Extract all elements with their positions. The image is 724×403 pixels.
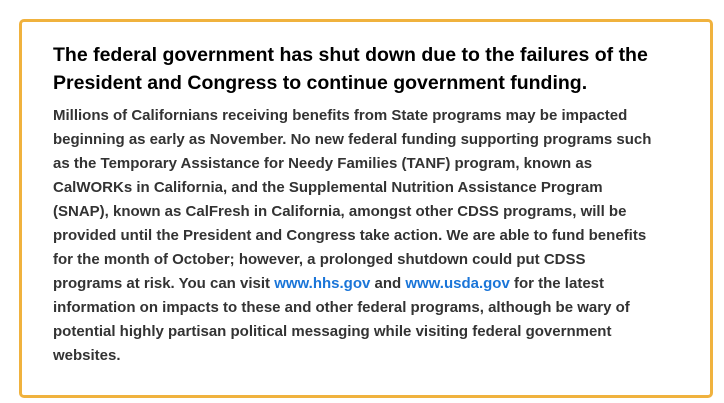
body-line: potential highly partisan political messaging while visiting federal government <box>53 323 612 340</box>
usda-gov-link[interactable]: www.usda.gov <box>405 275 510 292</box>
shutdown-notice-box <box>19 19 713 398</box>
link-line-before: programs at risk. You can visit <box>53 275 275 292</box>
body-line: beginning as early as November. No new federal funding supporting programs such <box>53 131 652 148</box>
body-line: for the month of October; however, a prolonged shutdown could put CDSS <box>53 251 586 268</box>
link-line-after: for the latest <box>509 275 604 292</box>
body-line: as the Temporary Assistance for Needy Families (TANF) program, known as <box>53 155 593 172</box>
title-line: President and Congress to continue government funding. <box>53 72 588 94</box>
hhs-gov-link[interactable]: www.hhs.gov <box>274 275 371 292</box>
body-line: CalWORKs in California, and the Supplemental Nutrition Assistance Program <box>53 179 603 196</box>
body-line-links <box>53 272 651 296</box>
body-line: (SNAP), known as CalFresh in California, amongst other CDSS programs, will be <box>53 203 627 220</box>
title-line: The federal government has shut down due to the failures of the <box>53 44 648 66</box>
body-line: information on impacts to these and other federal programs, although be wary of <box>53 299 630 316</box>
notice-title <box>53 41 648 97</box>
body-line: Millions of Californians receiving benefits from State programs may be impacted <box>53 107 628 124</box>
body-line: websites. <box>53 347 121 364</box>
link-line-middle: and <box>370 275 406 292</box>
notice-body <box>53 104 651 368</box>
body-line: provided until the President and Congress take action. We are able to fund benefits <box>53 227 647 244</box>
